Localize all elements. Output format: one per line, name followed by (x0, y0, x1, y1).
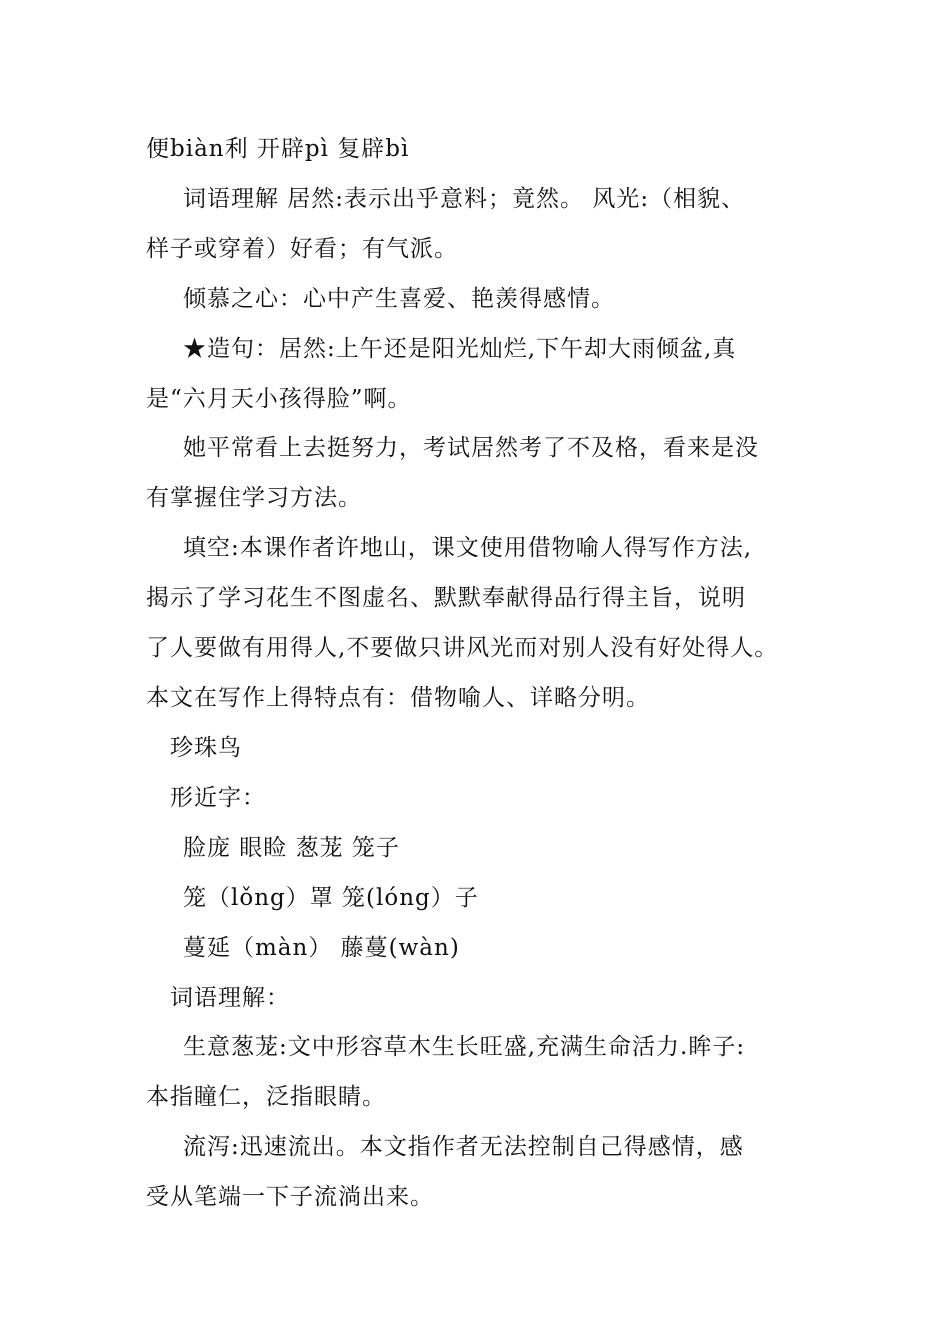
text-line-11: 了人要做有用得人,不要做只讲风光而对别人没有好处得人。 (146, 635, 779, 661)
text-line-18: 词语理解： (170, 985, 290, 1011)
text-line-22: 受从笔端一下子流淌出来。 (146, 1184, 434, 1210)
text-line-8: 有掌握住学习方法。 (146, 485, 362, 511)
text-line-17: 蔓延（màn） 藤蔓(wàn) (183, 935, 460, 961)
text-line-9: 填空:本课作者许地山，课文使用借物喻人得写作方法, (183, 535, 753, 561)
text-line-12: 本文在写作上得特点有：借物喻人、详略分明。 (146, 685, 650, 711)
text-line-6: 是“六月天小孩得脸”啊。 (146, 386, 412, 412)
text-line-19: 生意葱茏:文中形容草木生长旺盛,充满生命活力.眸子: (183, 1034, 746, 1060)
text-line-21: 流泻:迅速流出。本文指作者无法控制自己得感情，感 (183, 1134, 744, 1160)
text-line-3: 样子或穿着）好看；有气派。 (146, 236, 458, 262)
text-line-20: 本指瞳仁，泛指眼睛。 (146, 1084, 386, 1110)
text-line-15: 脸庞 眼睑 葱茏 笼子 (183, 835, 400, 861)
text-line-14: 形近字： (170, 785, 266, 811)
text-line-4: 倾慕之心：心中产生喜爱、艳羡得感情。 (183, 286, 615, 312)
text-line-2: 词语理解 居然:表示出乎意料；竟然。 风光:（相貌、 (183, 186, 746, 212)
section-heading: 珍珠鸟 (170, 735, 242, 761)
text-line-10: 揭示了学习花生不图虚名、默默奉献得品行得主旨，说明 (146, 585, 746, 611)
text-line-16: 笼（lǒng）罩 笼(lóng）子 (183, 885, 479, 911)
text-line-5: ★造句：居然:上午还是阳光灿烂,下午却大雨倾盆,真 (183, 336, 737, 362)
text-line-1: 便biàn利 开辟pì 复辟bì (146, 136, 410, 162)
text-line-7: 她平常看上去挺努力，考试居然考了不及格，看来是没 (183, 435, 759, 461)
